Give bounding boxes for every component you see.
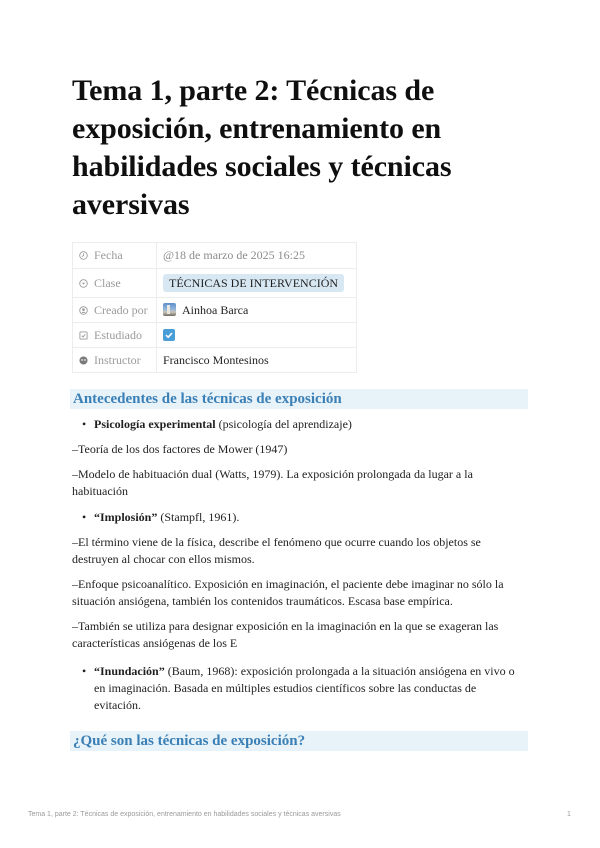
property-key <box>73 243 157 269</box>
class-tag[interactable]: TÉCNICAS DE INTERVENCIÓN <box>163 274 344 292</box>
property-row-instructor <box>73 348 357 373</box>
page-footer: Tema 1, parte 2: Técnicas de exposición, entrenamiento en habilidades sociales y técnicas aversivas <box>28 811 341 818</box>
property-label: Fecha <box>94 248 123 262</box>
list-item-bold: “Inundación” <box>94 664 165 678</box>
bullet-icon: • <box>82 664 87 678</box>
bullet-icon: • <box>82 417 87 431</box>
paragraph: –El término viene de la física, describe el fenómeno que ocurre cuando los objetos se destruyen al chocar con ellos mismos. <box>72 535 481 566</box>
date-value[interactable]: @18 de marzo de 2025 16:25 <box>157 243 357 269</box>
property-label: Estudiado <box>94 327 142 342</box>
select-icon <box>79 279 88 288</box>
section-heading-que-son: ¿Qué son las técnicas de exposición? <box>70 731 528 751</box>
property-key <box>73 298 157 323</box>
person-filled-icon <box>79 356 88 365</box>
property-label: Clase <box>94 275 121 290</box>
property-value[interactable] <box>157 298 357 323</box>
instructor-value[interactable]: Francisco Montesinos <box>157 348 357 373</box>
bullet-icon: • <box>82 510 87 524</box>
list-item-text: (Baum, 1968): exposición prolongada a la situación ansiógena en vivo o en imaginación. Basada en múltiples estudios científicos sobre las conductas de evitación. <box>94 664 515 712</box>
page-title: Tema 1, parte 2: Técnicas de exposición, entrenamiento en habilidades sociales y técnicas aversivas <box>72 74 452 221</box>
paragraph: –Modelo de habituación dual (Watts, 1979). La exposición prolongada da lugar a la habituación <box>72 467 473 498</box>
property-value[interactable] <box>157 269 357 298</box>
checkbox-icon <box>79 331 88 340</box>
property-key <box>73 269 157 298</box>
property-row-creado-por <box>73 298 357 323</box>
list-item-bold: Psicología experimental <box>94 417 216 431</box>
property-row-clase <box>73 269 357 298</box>
page-number: 1 <box>567 811 571 818</box>
list-item-text: (Stampfl, 1961). <box>157 510 240 524</box>
section-heading-antecedentes: Antecedentes de las técnicas de exposición <box>70 389 528 409</box>
person-icon <box>79 306 88 315</box>
studied-checkbox[interactable] <box>163 329 175 341</box>
list-item-bold: “Implosión” <box>94 510 158 524</box>
avatar <box>163 303 176 316</box>
property-value <box>157 323 357 348</box>
property-label: Instructor <box>94 352 141 367</box>
paragraph: –Teoría de los dos factores de Mower (1947) <box>72 442 288 456</box>
properties-table <box>72 242 357 373</box>
property-row-fecha <box>73 243 357 269</box>
clock-icon <box>79 251 88 260</box>
list-item <box>82 663 526 714</box>
list-item <box>82 509 526 526</box>
creator-name: Ainhoa Barca <box>182 302 249 317</box>
property-key <box>73 348 157 373</box>
check-icon <box>164 330 174 340</box>
paragraph: –También se utiliza para designar exposición en la imaginación en la que se exageran las características ansiógenas de los E <box>72 619 499 650</box>
property-label: Creado por <box>94 302 148 317</box>
list-item-text: (psicología del aprendizaje) <box>215 417 352 431</box>
property-row-estudiado <box>73 323 357 348</box>
property-key <box>73 323 157 348</box>
list-item <box>82 416 526 433</box>
paragraph: –Enfoque psicoanalítico. Exposición en imaginación, el paciente debe imaginar no sólo la situación ansiógena, también los contenidos traumáticos. Escasa base empírica. <box>72 577 504 608</box>
